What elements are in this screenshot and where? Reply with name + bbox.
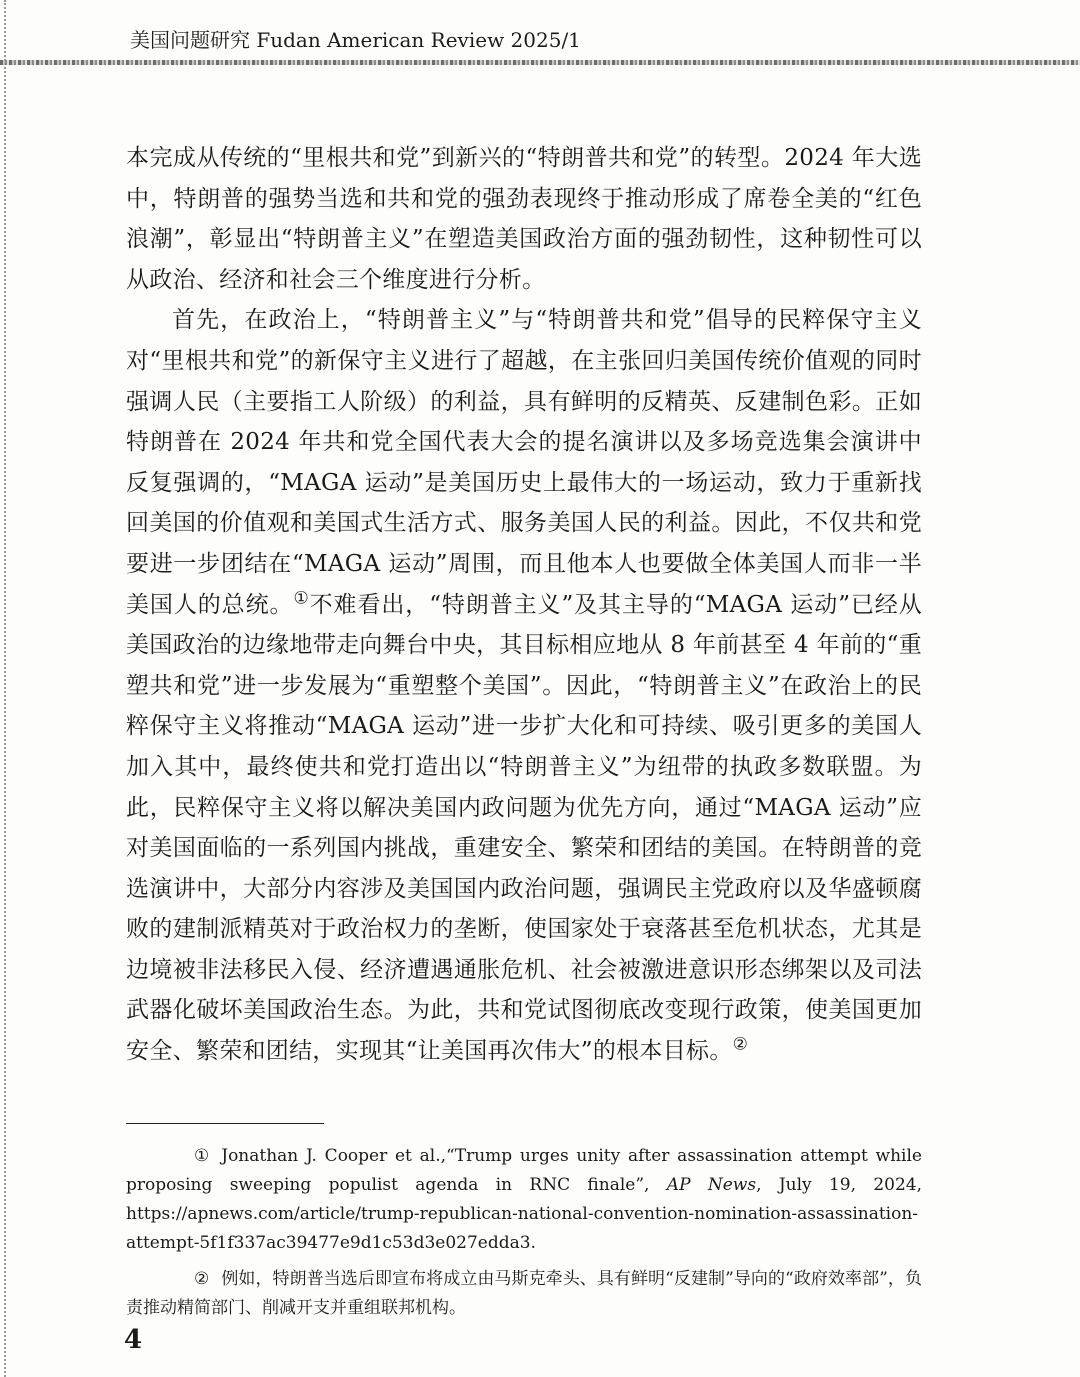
footnote-ref-1[interactable]: ①	[293, 587, 310, 608]
footnotes	[126, 1142, 922, 1330]
footnote-separator	[126, 1123, 324, 1124]
page-number: 4	[124, 1325, 143, 1355]
footnote-2	[126, 1265, 922, 1323]
footnote-ref-2[interactable]: ②	[732, 1034, 749, 1055]
footnote-1-number: ①	[194, 1146, 210, 1166]
footnote-1-url[interactable]: , July 19, 2024, https://apnews.com/article/trump-republican-national-convention-nomination-assassination-attempt-5f1f337ac39477e9d1c53d3e027edda3.	[126, 1175, 923, 1253]
paragraph-2-part-2: 不难看出，“特朗普主义”及其主导的“MAGA 运动”已经从美国政治的边缘地带走向舞台中央，其目标相应地从 8 年前甚至 4 年前的“重塑共和党”进一步发展为“重塑整个美国”。因此，“特朗普主义”在政治上的民粹保守主义将推动“MAGA 运动”进一步扩大化和可持续、吸引更多的美国人加入其中，最终使共和党打造出以“特朗普主义”为纽带的执政多数联盟。为此，民粹保守主义将以解决美国内政问题为优先方向，通过“MAGA 运动”应对美国面临的一系列国内挑战，重建安全、繁荣和团结的美国。在特朗普的竞选演讲中，大部分内容涉及美国国内政治问题，强调民主党政府以及华盛顿腐败的建制派精英对于政治权力的垄断，使国家处于衰落甚至危机状态，尤其是边境被非法移民入侵、经济遭遇通胀危机、社会被激进意识形态绑架以及司法武器化破坏美国政治生态。为此，共和党试图彻底改变现行政策，使美国更加安全、繁荣和团结，实现其“让美国再次伟大”的根本目标。	[126, 591, 923, 1065]
footnote-1-source: AP News	[666, 1175, 757, 1195]
footnote-1	[126, 1142, 922, 1258]
header-rule	[0, 60, 1080, 65]
running-header: 美国问题研究 Fudan American Review 2025/1	[130, 28, 581, 52]
page-left-edge	[4, 0, 6, 1377]
footnote-1-citation: Jonathan J. Cooper et al.,“Trump urges unity after assassination attempt while proposing sweeping populist agenda in RNC finale”,	[126, 1146, 922, 1195]
footnote-2-number: ②	[194, 1269, 210, 1289]
paragraph-2	[126, 300, 922, 1071]
paragraph-1: 本完成从传统的“里根共和党”到新兴的“特朗普共和党”的转型。2024 年大选中，特朗普的强势当选和共和党的强劲表现终于推动形成了席卷全美的“红色浪潮”，彰显出“特朗普主义”在塑造美国政治方面的强劲韧性，这种韧性可以从政治、经济和社会三个维度进行分析。	[126, 145, 922, 293]
main-text	[126, 138, 922, 1072]
footnote-2-text: 例如，特朗普当选后即宣布将成立由马斯克牵头、具有鲜明“反建制”导向的“政府效率部”，负责推动精简部门、削减开支并重组联邦机构。	[126, 1269, 922, 1318]
paragraph-2-part-1: 首先，在政治上，“特朗普主义”与“特朗普共和党”倡导的民粹保守主义对“里根共和党”的新保守主义进行了超越，在主张回归美国传统价值观的同时强调人民（主要指工人阶级）的利益，具有鲜明的反精英、反建制色彩。正如特朗普在 2024 年共和党全国代表大会的提名演讲以及多场竞选集会演讲中反复强调的，“MAGA 运动”是美国历史上最伟大的一场运动，致力于重新找回美国的价值观和美国式生活方式、服务美国人民的利益。因此，不仅共和党要进一步团结在“MAGA 运动”周围，而且他本人也要做全体美国人而非一半美国人的总统。	[126, 307, 922, 618]
